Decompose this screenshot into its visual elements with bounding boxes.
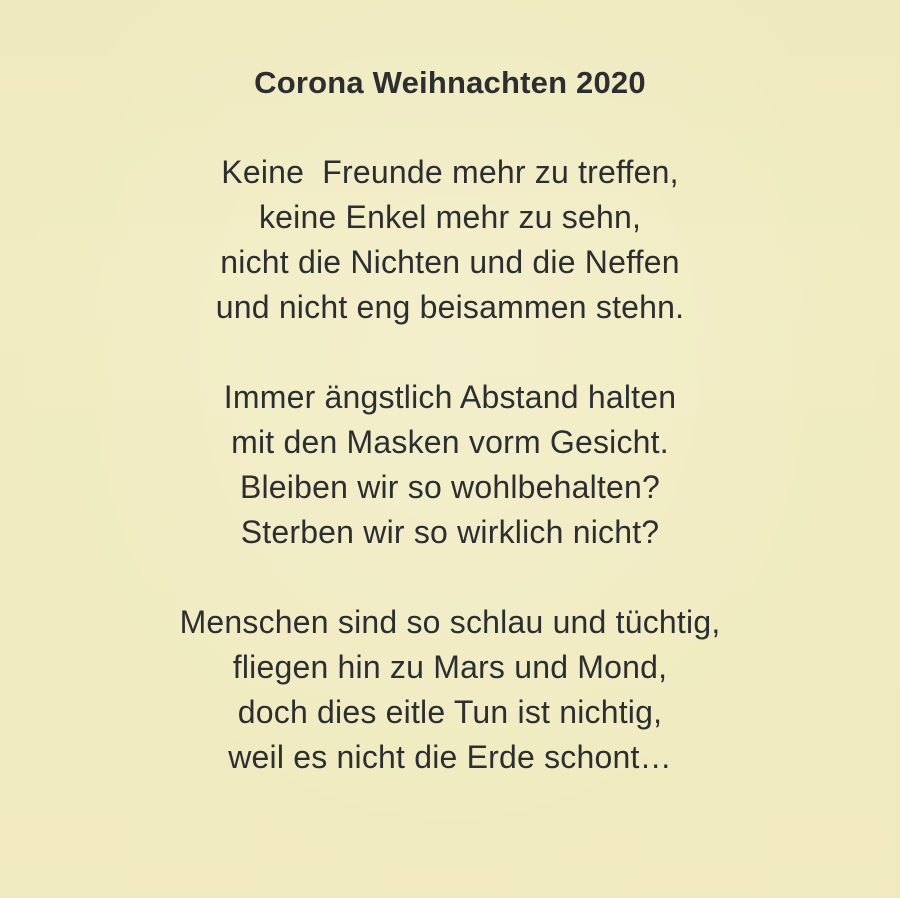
poem-line: keine Enkel mehr zu sehn, <box>258 199 642 235</box>
poem-line: doch dies eitle Tun ist nichtig, <box>237 694 663 730</box>
poem-title: Corona Weihnachten 2020 <box>254 65 646 100</box>
poem-stanza-2 <box>0 375 900 555</box>
poem-line: Keine Freunde mehr zu treffen, <box>221 154 679 190</box>
poem-line: nicht die Nichten und die Neffen <box>220 244 680 280</box>
poem-line: Menschen sind so schlau und tüchtig, <box>179 604 721 640</box>
poem-line: Immer ängstlich Abstand halten <box>223 379 677 415</box>
poem-line: fliegen hin zu Mars und Mond, <box>232 649 668 685</box>
poem-line: weil es nicht die Erde schont… <box>228 739 672 775</box>
poem-line: mit den Masken vorm Gesicht. <box>231 424 669 460</box>
poem-line: und nicht eng beisammen stehn. <box>215 289 685 325</box>
poem-line: Bleiben wir so wohlbehalten? <box>239 469 661 505</box>
poem-stanza-3 <box>0 600 900 780</box>
poem-stanza-1 <box>0 150 900 330</box>
poem-line: Sterben wir so wirklich nicht? <box>240 514 660 550</box>
